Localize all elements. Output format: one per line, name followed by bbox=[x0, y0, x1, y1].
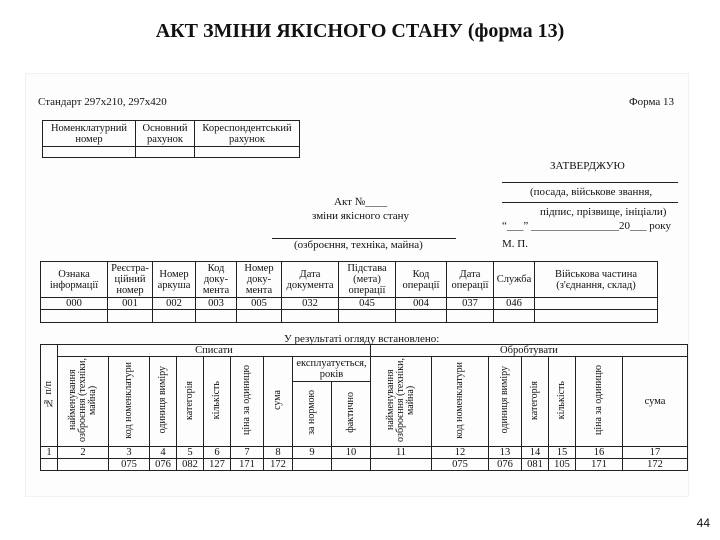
header-cell: категорія bbox=[522, 357, 549, 447]
column-number: 2 bbox=[58, 447, 109, 459]
header-cell: Код операції bbox=[396, 262, 447, 298]
code-cell: 045 bbox=[339, 298, 396, 310]
header-cell: кількість bbox=[549, 357, 576, 447]
position-line bbox=[502, 182, 678, 183]
code-cell bbox=[332, 459, 371, 471]
slide-title: АКТ ЗМІНИ ЯКІСНОГО СТАНУ (форма 13) bbox=[155, 20, 565, 42]
act-number: Акт №____ bbox=[334, 196, 388, 208]
header-cell: Підстава (мета) операції bbox=[339, 262, 396, 298]
header-cell: Військова частина (з'єднання, склад) bbox=[535, 262, 658, 298]
code-cell: 037 bbox=[447, 298, 494, 310]
column-number: 13 bbox=[489, 447, 522, 459]
empty-cell bbox=[447, 310, 494, 323]
header-cell: Дата операції bbox=[447, 262, 494, 298]
header-cell: № п/п bbox=[41, 345, 58, 447]
column-number: 15 bbox=[549, 447, 576, 459]
empty-cell bbox=[535, 310, 658, 323]
column-number: 10 bbox=[332, 447, 371, 459]
header-cell: Служба bbox=[494, 262, 535, 298]
empty-cell bbox=[237, 310, 282, 323]
code-cell: 081 bbox=[522, 459, 549, 471]
position-caption: (посада, військове звання, bbox=[530, 186, 653, 198]
header-cell: Основний рахунок bbox=[136, 121, 195, 147]
column-number: 16 bbox=[576, 447, 623, 459]
review-note: У результаті огляду встановлено: bbox=[284, 333, 440, 345]
codes-table bbox=[42, 120, 300, 158]
code-cell: 127 bbox=[204, 459, 231, 471]
column-number: 11 bbox=[371, 447, 432, 459]
header-cell: Кореспондентський рахунок bbox=[195, 121, 300, 147]
column-number: 7 bbox=[231, 447, 264, 459]
code-cell: 032 bbox=[282, 298, 339, 310]
column-number: 17 bbox=[623, 447, 688, 459]
standard-label: Стандарт 297х210, 297х420 bbox=[38, 96, 167, 108]
column-number: 12 bbox=[432, 447, 489, 459]
code-cell: 001 bbox=[108, 298, 153, 310]
header-cell: фактично bbox=[332, 381, 371, 446]
header-cell: ціна за одиницю bbox=[231, 357, 264, 447]
header-cell: найменування озброєння (техніки, майна) bbox=[58, 357, 109, 447]
form-number: Форма 13 bbox=[628, 96, 674, 108]
header-cell: код номенклатури bbox=[432, 357, 489, 447]
code-cell bbox=[58, 459, 109, 471]
column-number: 3 bbox=[109, 447, 150, 459]
signature-caption: підпис, прізвище, ініціали) bbox=[540, 206, 667, 218]
header-cell: одиниця виміру bbox=[150, 357, 177, 447]
empty-cell bbox=[43, 147, 136, 158]
empty-cell bbox=[494, 310, 535, 323]
header-cell: ціна за одиницю bbox=[576, 357, 623, 447]
column-number: 1 bbox=[41, 447, 58, 459]
form-scan bbox=[26, 74, 688, 496]
code-cell: 005 bbox=[237, 298, 282, 310]
equipment-caption: (озброєння, техніка, майна) bbox=[294, 239, 423, 251]
empty-cell bbox=[339, 310, 396, 323]
main-table bbox=[40, 344, 688, 471]
header-cell: код номенклатури bbox=[109, 357, 150, 447]
code-cell bbox=[535, 298, 658, 310]
empty-cell bbox=[396, 310, 447, 323]
header-cell: за нормою bbox=[293, 381, 332, 446]
page-number: 44 bbox=[696, 516, 710, 530]
code-cell: 171 bbox=[576, 459, 623, 471]
code-cell: 082 bbox=[177, 459, 204, 471]
empty-cell bbox=[195, 147, 300, 158]
column-number: 14 bbox=[522, 447, 549, 459]
code-cell: 076 bbox=[489, 459, 522, 471]
code-cell bbox=[371, 459, 432, 471]
code-cell: 172 bbox=[264, 459, 293, 471]
column-number: 4 bbox=[150, 447, 177, 459]
code-cell: 075 bbox=[432, 459, 489, 471]
header-cell: Код доку- мента bbox=[196, 262, 237, 298]
empty-cell bbox=[41, 310, 108, 323]
header-cell: одиниця виміру bbox=[489, 357, 522, 447]
approve-title: ЗАТВЕРДЖУЮ bbox=[550, 160, 625, 172]
header-cell: Дата документа bbox=[282, 262, 339, 298]
empty-cell bbox=[282, 310, 339, 323]
group-exploited: експлуатується, років bbox=[293, 357, 371, 382]
header-cell: Номенклатурний номер bbox=[43, 121, 136, 147]
code-cell: 000 bbox=[41, 298, 108, 310]
code-cell: 002 bbox=[153, 298, 196, 310]
empty-cell bbox=[136, 147, 195, 158]
group-written-off: Списати bbox=[58, 345, 371, 357]
code-cell: 075 bbox=[109, 459, 150, 471]
code-cell: 003 bbox=[196, 298, 237, 310]
signature-line bbox=[502, 202, 678, 203]
code-cell bbox=[293, 459, 332, 471]
group-maintain: Обробтувати bbox=[371, 345, 688, 357]
header-cell: категорія bbox=[177, 357, 204, 447]
column-number: 8 bbox=[264, 447, 293, 459]
empty-cell bbox=[108, 310, 153, 323]
code-cell: 046 bbox=[494, 298, 535, 310]
header-cell: кількість bbox=[204, 357, 231, 447]
column-number: 9 bbox=[293, 447, 332, 459]
code-cell: 171 bbox=[231, 459, 264, 471]
header-cell: сума bbox=[623, 357, 688, 447]
header-cell: найменування озброєння (техніки, майна) bbox=[371, 357, 432, 447]
header-cell: сума bbox=[264, 357, 293, 447]
column-number: 5 bbox=[177, 447, 204, 459]
header-cell: Номер аркуша bbox=[153, 262, 196, 298]
header-cell: Ознака інформації bbox=[41, 262, 108, 298]
header-cell: Реєстра- ційний номер bbox=[108, 262, 153, 298]
empty-cell bbox=[196, 310, 237, 323]
header-table bbox=[40, 261, 658, 323]
code-cell: 004 bbox=[396, 298, 447, 310]
header-cell: Номер доку- мента bbox=[237, 262, 282, 298]
stamp-label: М. П. bbox=[502, 238, 528, 250]
empty-cell bbox=[153, 310, 196, 323]
code-cell: 172 bbox=[623, 459, 688, 471]
code-cell bbox=[41, 459, 58, 471]
act-subtitle: зміни якісного стану bbox=[312, 210, 410, 222]
code-cell: 105 bbox=[549, 459, 576, 471]
column-number: 6 bbox=[204, 447, 231, 459]
code-cell: 076 bbox=[150, 459, 177, 471]
date-line: “___” ________________20___ року bbox=[502, 220, 671, 232]
